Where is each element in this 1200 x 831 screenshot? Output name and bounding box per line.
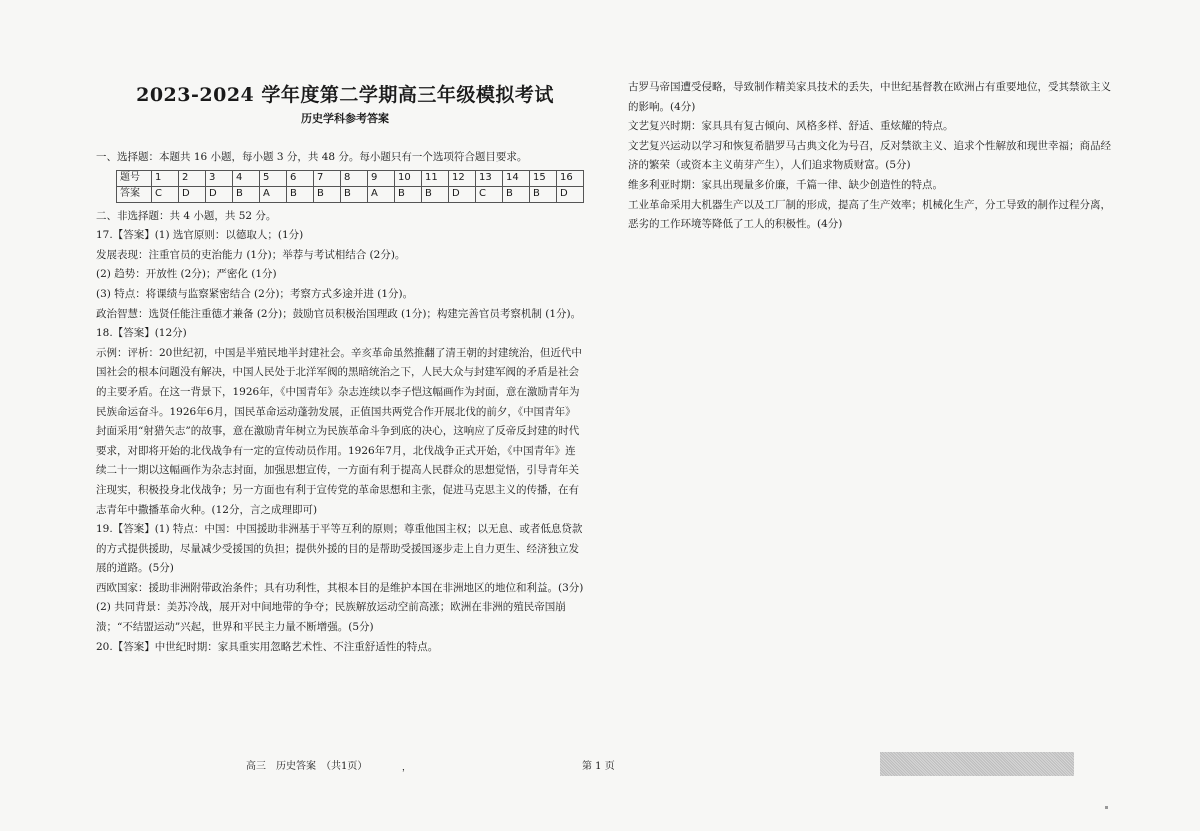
question-number: 15 <box>530 170 557 186</box>
footer-left: 高三 历史答案 （共1页） <box>246 761 368 772</box>
answer-cell: B <box>233 186 260 202</box>
question-number: 6 <box>287 170 314 186</box>
question-number: 8 <box>341 170 368 186</box>
question-number: 3 <box>206 170 233 186</box>
question-number: 16 <box>557 170 584 186</box>
answer-cell: D <box>206 186 233 202</box>
answer-cell: B <box>341 186 368 202</box>
answer-cell: B <box>422 186 449 202</box>
q20-line-5: 维多利亚时期：家具出现量多价廉，千篇一律、缺少创造性的特点。 <box>628 178 943 191</box>
question-number: 13 <box>476 170 503 186</box>
question-number: 9 <box>368 170 395 186</box>
question-number: 10 <box>395 170 422 186</box>
answer-cell: A <box>260 186 287 202</box>
right-column <box>628 78 1118 235</box>
section-heading-choice: 一、选择题：本题共 16 小题，每小题 3 分，共 48 分。每小题只有一个选项符合题目要求。 <box>96 151 528 163</box>
question-number: 2 <box>179 170 206 186</box>
answer-cell: B <box>287 186 314 202</box>
q17-line-4: (3) 特点：将课绩与监察紧密结合 (2分)；考察方式多途并进 (1分)。 <box>96 287 414 300</box>
row-label-answer: 答案 <box>117 186 152 202</box>
q20-line-3: 文艺复兴时期：家具具有复古倾向、风格多样、舒适、重炫耀的特点。 <box>628 120 954 133</box>
question-number: 11 <box>422 170 449 186</box>
scan-speck <box>1105 806 1108 809</box>
answer-table <box>116 170 584 203</box>
q17-line-5: 政治智慧：选贤任能注重德才兼备 (2分)；鼓励官员积极治国理政 (1分)；构建完善官员考察机制 (1分)。 <box>96 307 582 320</box>
question-number: 1 <box>152 170 179 186</box>
answer-table-answer-row <box>117 186 584 202</box>
page-number: 第 1 页 <box>582 761 615 772</box>
q17-line-1: 17.【答案】(1) 选官原则：以德取人；(1分) <box>96 229 304 242</box>
q19-part2: (2) 共同背景：美苏冷战，展开对中间地带的争夺；民族解放运动空前高涨；欧洲在非洲的殖民帝国崩溃；“不结盟运动”兴起，世界和平民主力量不断增强。(5分) <box>96 601 566 634</box>
q17-line-3: (2) 趋势：开放性 (2分)；严密化 (1分) <box>96 268 277 281</box>
q19-part1: 19.【答案】(1) 特点：中国：中国援助非洲基于平等互利的原则；尊重他国主权；以无息、或者低息贷款的方式提供援助，尽量减少受援国的负担；提供外援的目的是帮助受援国逐步走上自力更生、经济独立发展的道路。(5分) <box>96 523 583 575</box>
left-column <box>96 148 586 657</box>
answer-cell: C <box>476 186 503 202</box>
answer-cell: D <box>449 186 476 202</box>
q18-essay: 示例：评析：20世纪初，中国是半殖民地半封建社会。辛亥革命虽然推翻了清王朝的封建统治，但近代中国社会的根本问题没有解决，中国人民处于北洋军阀的黑暗统治之下，人民大众与封建军阀的矛盾是社会的主要矛盾。在这一背景下，1926年，《中国青年》杂志连续以李子恺这幅画作为封面，意在激励青年为民族命运奋斗。1926年6月，国民革命运动蓬勃发展，正值国共两党合作开展北伐的前夕，《中国青年》封面采用“射猎矢志”的故事，意在激励青年树立为民族革命斗争到底的决心，这响应了反帝反封建的时代要求，对即将开始的北伐战争有一定的宣传动员作用。1926年7月，北伐战争正式开始，《中国青年》连续二十一期以这幅画作为杂志封面，加强思想宣传，一方面有利于提高人民群众的思想觉悟，引导青年关注现实，积极投身北伐战争；另一方面也有利于宣传党的革命思想和主张，促进马克思主义的传播，在有志青年中撒播革命火种。(12分，言之成理即可) <box>96 346 582 516</box>
answer-cell: B <box>530 186 557 202</box>
answer-cell: B <box>503 186 530 202</box>
question-number: 12 <box>449 170 476 186</box>
answer-cell: B <box>395 186 422 202</box>
answer-cell: C <box>152 186 179 202</box>
q18-heading: 18.【答案】(12分) <box>96 327 187 340</box>
q19-western-europe: 西欧国家：援助非洲附带政治条件；具有功利性，其根本目的是维护本国在非洲地区的地位和利益。(3分) <box>96 581 584 594</box>
question-number: 14 <box>503 170 530 186</box>
answer-cell: A <box>368 186 395 202</box>
question-number: 4 <box>233 170 260 186</box>
q17-line-2: 发展表现：注重官员的吏治能力 (1分)；举荐与考试相结合 (2分)。 <box>96 248 406 261</box>
answer-cell: B <box>314 186 341 202</box>
answer-cell: D <box>179 186 206 202</box>
footer-mark: ， <box>402 763 412 773</box>
question-number: 5 <box>260 170 287 186</box>
section-heading-nonchoice: 二、非选择题：共 4 小题，共 52 分。 <box>96 209 277 222</box>
question-number: 7 <box>314 170 341 186</box>
answer-cell: D <box>557 186 584 202</box>
page-subtitle: 历史学科参考答案 <box>301 112 389 125</box>
page-title: 2023-2024 学年度第二学期高三年级模拟考试 <box>136 84 554 106</box>
scan-shaded-box <box>880 752 1074 776</box>
q20-line-4: 文艺复兴运动以学习和恢复希腊罗马古典文化为号召，反对禁欲主义、追求个性解放和现世幸福；商品经济的繁荣（或资本主义萌芽产生），人们追求物质财富。(5分) <box>628 139 1111 172</box>
row-label-number: 题号 <box>117 170 152 186</box>
q20-line-2: 古罗马帝国遭受侵略，导致制作精美家具技术的丢失，中世纪基督教在欧洲占有重要地位，受其禁欲主义的影响。(4分) <box>628 81 1111 113</box>
q20-line-6: 工业革命采用大机器生产以及工厂制的形成，提高了生产效率；机械化生产，分工导致的制作过程分离，恶劣的工作环境等降低了工人的积极性。(4分) <box>628 198 1111 231</box>
answer-table-number-row <box>117 170 584 186</box>
q20-line-1: 20.【答案】中世纪时期：家具重实用忽略艺术性、不注重舒适性的特点。 <box>96 640 439 653</box>
